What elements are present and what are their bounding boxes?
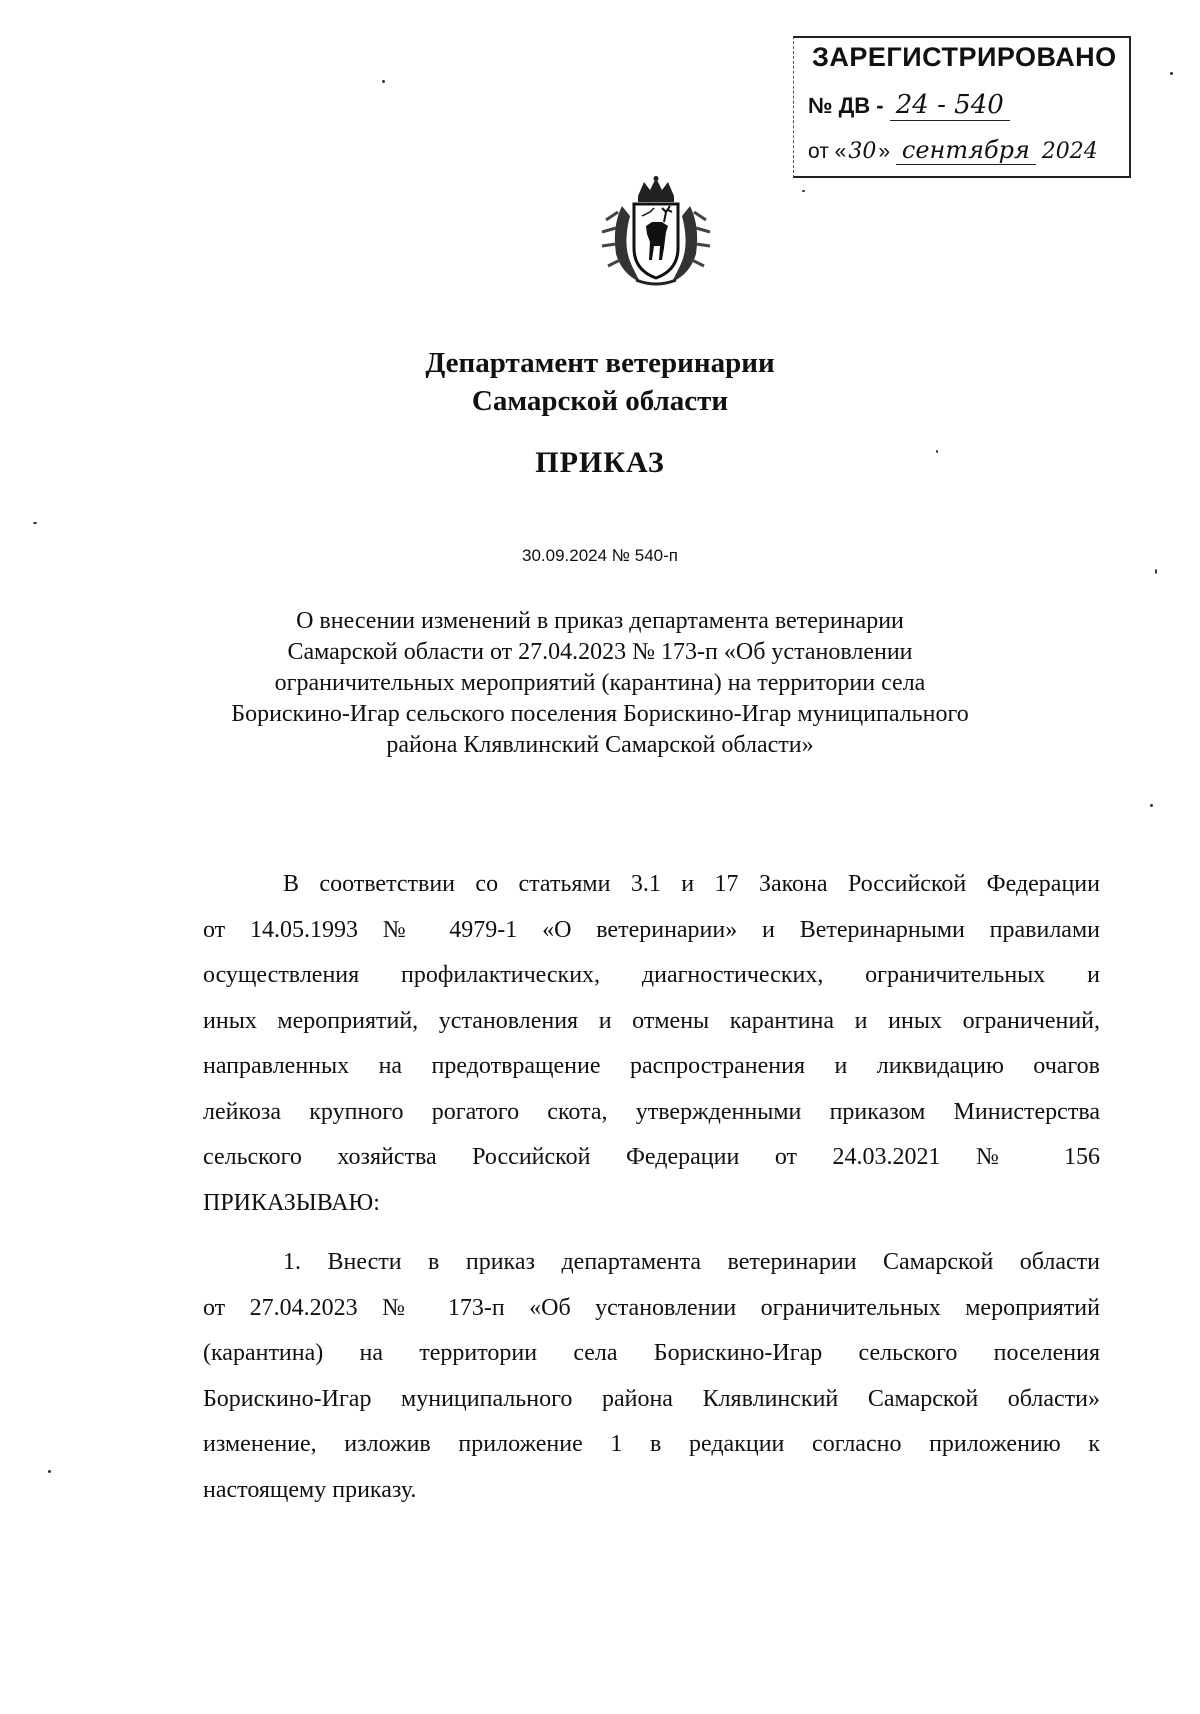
subject-line: района Клявлинский Самарской области» xyxy=(386,732,814,758)
stamp-date-prefix: от « xyxy=(808,140,847,163)
org-name-line-1: Департамент ветеринарии xyxy=(425,347,775,379)
preamble-line: сельского хозяйства Российской Федерации от 24.03.2021 № 156 xyxy=(203,1144,1100,1170)
preamble-line: от 14.05.1993 № 4979-1 «О ветеринарии» и Ветеринарными правилами xyxy=(203,916,1100,943)
subject-line: Борискино-Игар сельского поселения Борискино-Игар муниципального xyxy=(231,701,969,727)
subject-line: О внесении изменений в приказ департамента ветеринарии xyxy=(296,608,904,634)
subject-line: Самарской области от 27.04.2023 № 173-п «Об установлении xyxy=(287,639,913,665)
scan-speck xyxy=(48,1470,51,1473)
preamble-paragraph xyxy=(203,862,1100,1226)
order-item-1 xyxy=(203,1240,1100,1513)
preamble-line: направленных на предотвращение распространения и ликвидацию очагов xyxy=(203,1053,1100,1079)
item-line: Борискино-Игар муниципального района Клявлинский Самарской области» xyxy=(203,1385,1100,1412)
item-line: (карантина) на территории села Борискино-Игар сельского поселения xyxy=(203,1340,1100,1366)
document-type: ПРИКАЗ xyxy=(535,446,665,479)
stamp-title: ЗАРЕГИСТРИРОВАНО xyxy=(812,42,1117,72)
stamp-date-row xyxy=(808,136,1098,164)
scan-speck xyxy=(382,80,385,83)
preamble-line: ПРИКАЗЫВАЮ: xyxy=(203,1189,380,1216)
stamp-number-value: 24 - 540 xyxy=(890,90,1010,121)
stamp-date-mid: » xyxy=(878,140,891,163)
scan-speck xyxy=(1150,804,1153,807)
preamble-line: иных мероприятий, установления и отмены карантина и иных ограничений, xyxy=(203,1007,1100,1034)
stamp-date-month: сентября xyxy=(896,136,1036,165)
item-line: настоящему приказу. xyxy=(203,1476,417,1503)
item-line: изменение, изложив приложение 1 в редакции согласно приложению к xyxy=(203,1431,1100,1457)
scan-speck xyxy=(936,450,938,453)
org-name-line-2: Самарской области xyxy=(471,385,729,417)
stamp-number-label: № ДВ - xyxy=(808,93,884,118)
scan-speck xyxy=(1155,569,1157,574)
stamp-date-year: 2024 xyxy=(1041,139,1098,164)
scan-speck xyxy=(33,522,37,524)
preamble-line: лейкоза крупного рогатого скота, утвержденными приказом Министерства xyxy=(203,1098,1100,1125)
scan-speck xyxy=(1170,72,1173,75)
preamble-line: В соответствии со статьями 3.1 и 17 Закона Российской Федерации xyxy=(283,871,1100,897)
document-number: 30.09.2024 № 540-п xyxy=(522,546,678,565)
stamp-date-day: 30 xyxy=(848,139,877,164)
coat-of-arms-icon xyxy=(592,176,720,288)
document-subject xyxy=(0,606,1200,761)
org-name xyxy=(0,344,1200,420)
scan-speck xyxy=(802,190,805,192)
item-line: от 27.04.2023 № 173-п «Об установлении ограничительных мероприятий xyxy=(203,1294,1100,1321)
registration-stamp xyxy=(793,36,1131,178)
item-line: 1. Внести в приказ департамента ветеринарии Самарской области xyxy=(283,1249,1100,1275)
subject-line: ограничительных мероприятий (карантина) на территории села xyxy=(274,670,926,696)
stamp-number-row xyxy=(808,90,1010,120)
preamble-line: осуществления профилактических, диагностических, ограничительных и xyxy=(203,962,1100,988)
